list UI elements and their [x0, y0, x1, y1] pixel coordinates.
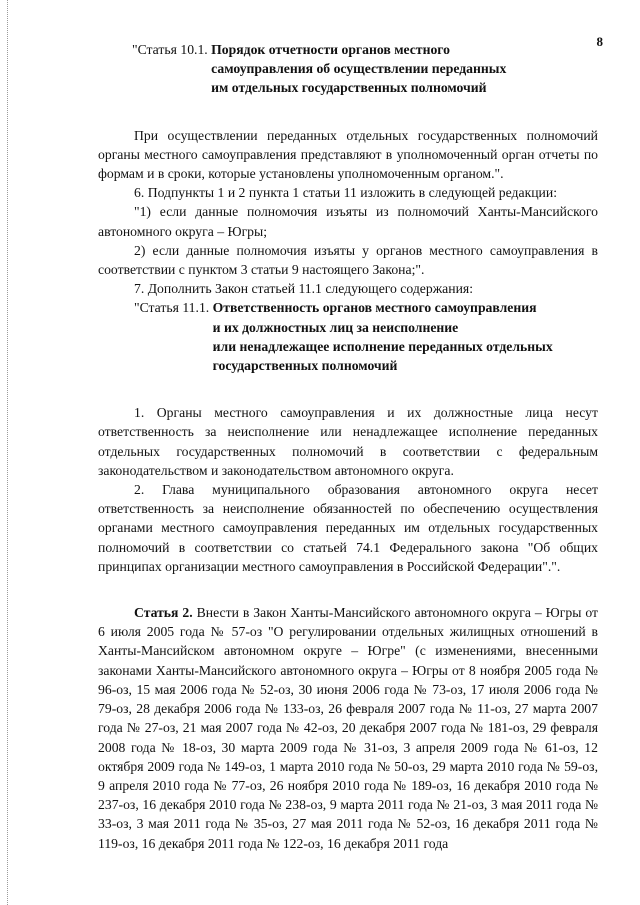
article-11-1-number: "Статья 11.1.	[134, 300, 213, 316]
paragraph: 2. Глава муниципального образования автономного округа несет ответственность за неисполнение обязанностей по обеспечению осуществления органами местного самоуправления переданных им отдельных государственных полномочий в соответствии со статьей 74.1 Федерального закона "Об общих принципах организации местного самоуправления в Российской Федерации".".	[98, 482, 598, 574]
title-line: самоуправления об осуществлении переданных	[211, 61, 507, 77]
title-line: Ответственность органов местного самоуправления	[212, 300, 537, 316]
article-11-1-heading	[134, 298, 598, 375]
article-2-text: Внести в Закон Ханты-Мансийского автономного округа – Югры от 6 июля 2005 года № 57-оз "О регулировании отдельных жилищных отношений в Ханты-Мансийском автономном округе – Югре" (с изменениями, внесенными законами Ханты-Мансийского автономного округа – Югры от 8 ноября 2005 года № 96-оз, 15 мая 2006 года № 52-оз, 30 июня 2006 года № 73-оз, 17 июля 2006 года № 79-оз, 28 декабря 2006 года № 133-оз, 26 февраля 2007 года № 11-оз, 27 марта 2007 года № 27-оз, 21 мая 2007 года № 42-оз, 20 декабря 2007 года № 181-оз, 29 февраля 2008 года № 18-оз, 30 марта 2009 года № 31-оз, 3 апреля 2009 года № 61-оз, 12 октября 2009 года № 149-оз, 1 марта 2010 года № 50-оз, 29 марта 2010 года № 59-оз, 9 апреля 2010 года № 77-оз, 26 ноября 2010 года № 189-оз, 16 декабря 2010 года № 237-оз, 16 декабря 2010 года № 238-оз, 9 марта 2011 года № 21-оз, 3 мая 2011 года № 33-оз, 3 мая 2011 года № 35-оз, 27 мая 2011 года № 52-оз, 16 декабря 2011 года № 119-оз, 16 декабря 2011 года № 122-оз, 16 декабря 2011 года	[98, 605, 598, 851]
paragraph: При осуществлении переданных отдельных государственных полномочий органы местного самоуправления представляют в уполномоченный орган отчеты по формам и в сроки, которые установлены уполномоченным органом.".	[98, 127, 598, 182]
title-line: государственных полномочий	[212, 358, 398, 374]
paragraph: 7. Дополнить Закон статьей 11.1 следующего содержания:	[134, 281, 473, 297]
article-10-1-title	[211, 40, 506, 98]
paragraph: "1) если данные полномочия изъяты из полномочий Ханты-Мансийского автономного округа – Югры;	[98, 204, 598, 239]
paragraph: 6. Подпункты 1 и 2 пункта 1 статьи 11 изложить в следующей редакции:	[134, 185, 557, 201]
title-line: им отдельных государственных полномочий	[211, 80, 487, 96]
paragraph: 2) если данные полномочия изъяты у органов местного самоуправления в соответствии с пунктом 3 статьи 9 настоящего Закона;".	[98, 242, 598, 278]
article-11-1-title	[213, 298, 553, 375]
article-2-label: Статья 2.	[134, 605, 193, 621]
article-2-paragraph	[98, 603, 598, 853]
article-10-1-heading	[132, 40, 598, 98]
page-number: 8	[596, 34, 603, 49]
title-line: или ненадлежащее исполнение переданных отдельных	[212, 338, 553, 354]
title-line: и их должностных лиц за неисполнение	[212, 319, 459, 335]
scan-binding-edge	[0, 0, 8, 905]
document-body	[98, 40, 598, 853]
paragraph: 1. Органы местного самоуправления и их должностные лица несут ответственность за неисполнение или ненадлежащее исполнение переданных отдельных государственных полномочий в соответствии с федеральным законодательством и законодательством автономного округа.	[98, 405, 598, 478]
title-line: Порядок отчетности органов местного	[211, 42, 451, 57]
article-10-1-number: "Статья 10.1.	[132, 42, 212, 57]
